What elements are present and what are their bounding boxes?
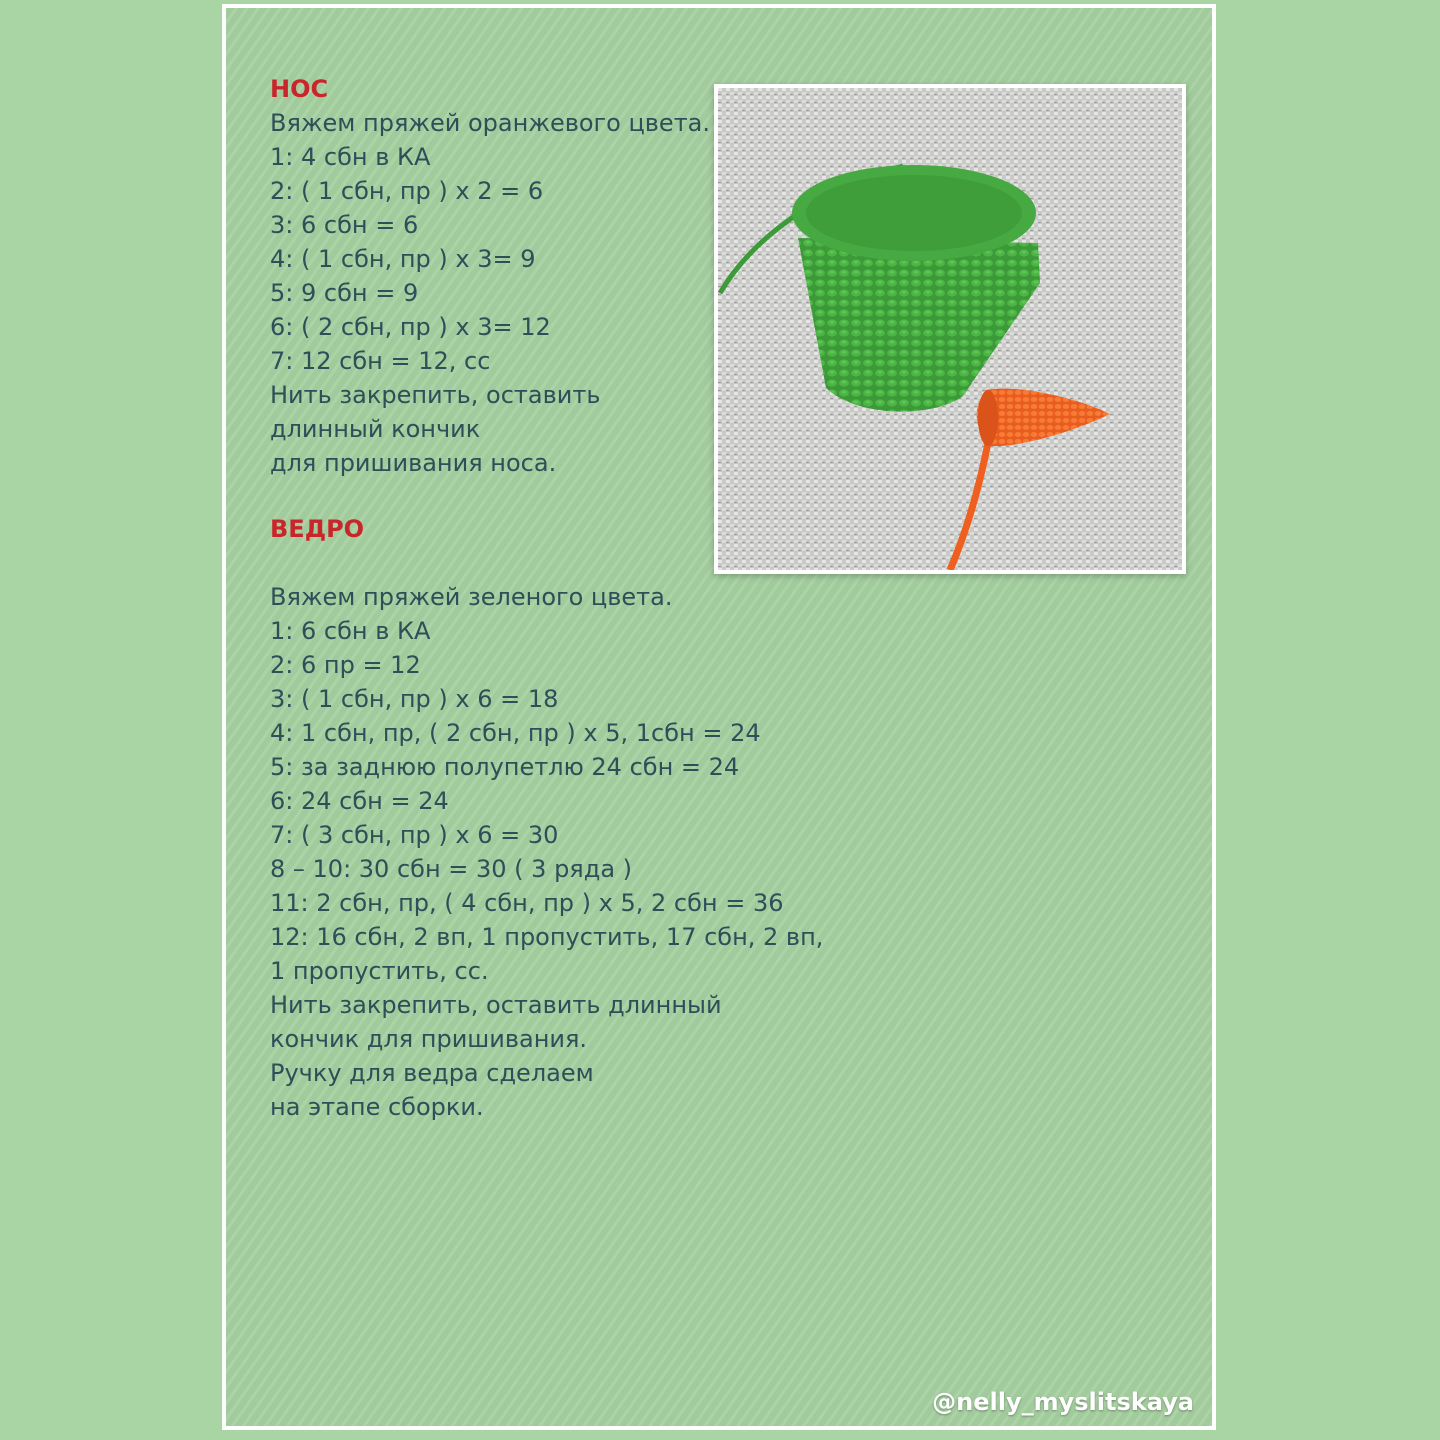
author-handle: @nelly_myslitskaya (932, 1388, 1194, 1416)
instruction-line: 2: 6 пр = 12 (270, 651, 421, 679)
bucket-title: ВЕДРО (270, 515, 365, 543)
instruction-line: 3: ( 1 сбн, пр ) х 6 = 18 (270, 685, 559, 713)
instruction-line: 1 пропустить, сс. (270, 957, 489, 985)
instruction-line: Ручку для ведра сделаем (270, 1059, 594, 1087)
instruction-line: кончик для пришивания. (270, 1025, 588, 1053)
instruction-line: 1: 4 сбн в КА (270, 143, 431, 171)
instruction-line: 6: 24 сбн = 24 (270, 787, 449, 815)
instruction-line: 8 – 10: 30 сбн = 30 ( 3 ряда ) (270, 855, 633, 883)
instruction-line: 1: 6 сбн в КА (270, 617, 431, 645)
instruction-line: 3: 6 сбн = 6 (270, 211, 419, 239)
instruction-line: 7: 12 сбн = 12, сс (270, 347, 491, 375)
instruction-line: 12: 16 сбн, 2 вп, 1 пропустить, 17 сбн, 2 вп, (270, 923, 824, 951)
instruction-line: Вяжем пряжей зеленого цвета. (270, 583, 673, 611)
instruction-line: Нить закрепить, оставить (270, 381, 601, 409)
nose-title: НОС (270, 75, 329, 103)
instruction-line: на этапе сборки. (270, 1093, 484, 1121)
instruction-line: 5: 9 сбн = 9 (270, 279, 419, 307)
instruction-line: Нить закрепить, оставить длинный (270, 991, 722, 1019)
bucket-instructions (270, 580, 823, 1124)
instruction-line: 5: за заднюю полупетлю 24 сбн = 24 (270, 753, 740, 781)
instruction-line: длинный кончик (270, 415, 481, 443)
instruction-line: 4: 1 сбн, пр, ( 2 сбн, пр ) х 5, 1сбн = 24 (270, 719, 761, 747)
instruction-line: 2: ( 1 сбн, пр ) х 2 = 6 (270, 177, 544, 205)
instruction-line: для пришивания носа. (270, 449, 557, 477)
instruction-line: Вяжем пряжей оранжевого цвета. (270, 109, 711, 137)
nose-instructions (270, 106, 710, 480)
instruction-line: 11: 2 сбн, пр, ( 4 сбн, пр ) х 5, 2 сбн = 36 (270, 889, 784, 917)
instruction-line: 4: ( 1 сбн, пр ) х 3= 9 (270, 245, 536, 273)
instruction-line: 6: ( 2 сбн, пр ) х 3= 12 (270, 313, 551, 341)
crochet-photo (714, 84, 1186, 574)
recipe-card (222, 4, 1216, 1430)
instruction-line: 7: ( 3 сбн, пр ) х 6 = 30 (270, 821, 559, 849)
